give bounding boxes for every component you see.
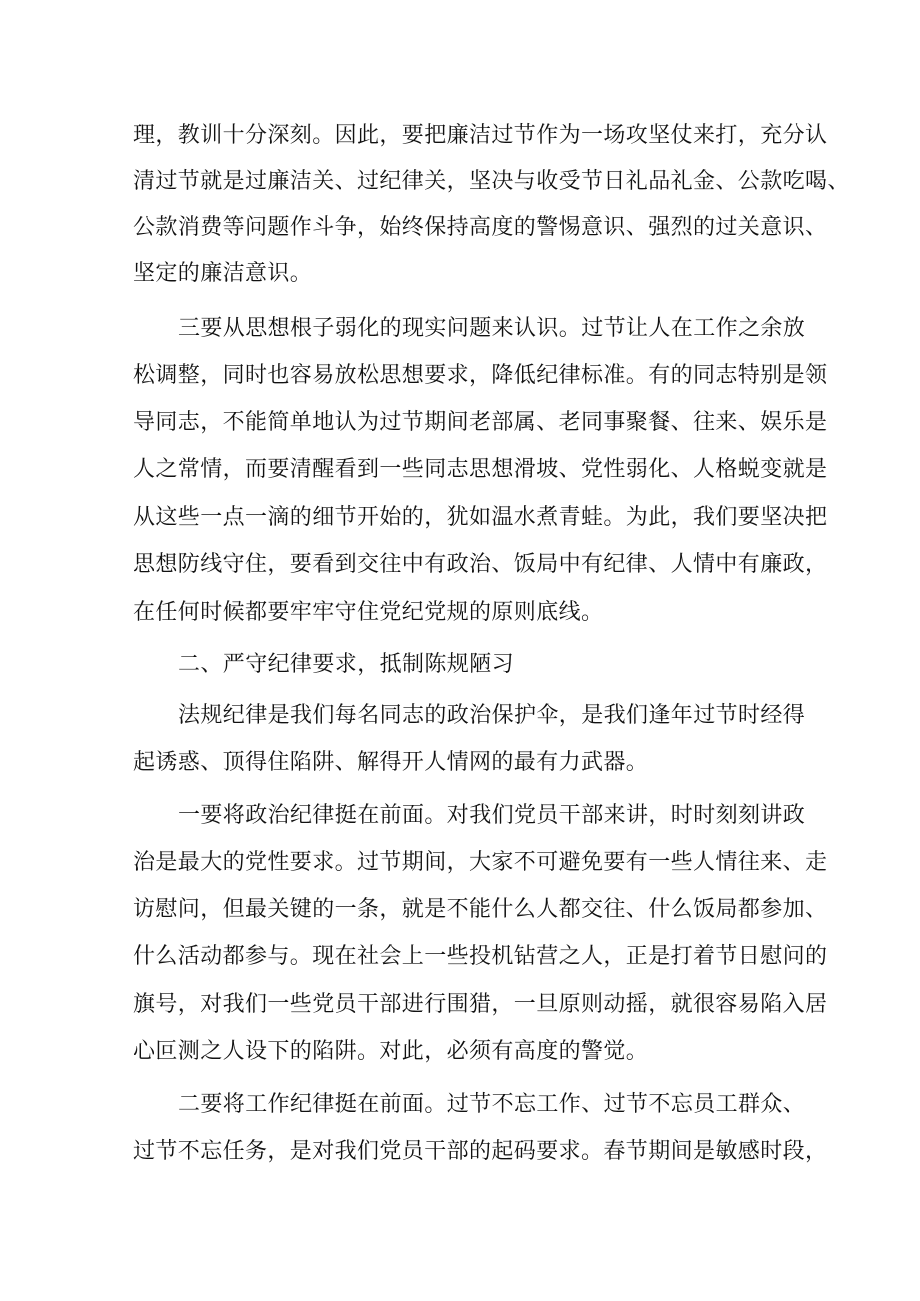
paragraph-first-line: 二要将工作纪律挺在前面。过节不忘工作、过节不忘员工群众、 [178,1092,806,1117]
text-line: 访慰问，但最关键的一条，就是不能什么人都交往、什么饭局都参加、 [133,897,828,922]
text-line: 心叵测之人设下的陷阱。对此，必须有高度的警觉。 [133,1039,649,1064]
text-line: 旗号，对我们一些党员干部进行围猎，一旦原则动摇，就很容易陷入居 [133,992,828,1017]
text-line: 坚定的廉洁意识。 [133,261,313,286]
paragraph-first-line: 三要从思想根子弱化的现实问题来认识。过节让人在工作之余放 [178,316,806,341]
paragraph-first-line: 法规纪律是我们每名同志的政治保护伞，是我们逢年过节时经得 [178,703,806,728]
text-line: 治是最大的党性要求。过节期间，大家不可避免要有一些人情往来、走 [133,850,828,875]
text-line: 公款消费等问题作斗争，始终保持高度的警惕意识、强烈的过关意识、 [133,215,828,240]
text-line: 导同志，不能简单地认为过节期间老部属、老同事聚餐、往来、娱乐是 [133,410,828,435]
text-line: 理，教训十分深刻。因此，要把廉洁过节作为一场攻坚仗来打，充分认 [133,123,828,148]
text-line: 什么活动都参与。现在社会上一些投机钻营之人，正是打着节日慰问的 [133,944,828,969]
text-line: 过节不忘任务，是对我们党员干部的起码要求。春节期间是敏感时段， [133,1139,828,1164]
text-line: 松调整，同时也容易放松思想要求，降低纪律标准。有的同志特别是领 [133,363,828,388]
text-line: 从这些一点一滴的细节开始的，犹如温水煮青蛙。为此，我们要坚决把 [133,505,828,530]
text-line: 起诱惑、顶得住陷阱、解得开人情网的最有力武器。 [133,750,649,775]
text-line: 清过节就是过廉洁关、过纪律关，坚决与收受节日礼品礼金、公款吃喝、 [133,169,850,194]
text-line: 人之常情，而要清醒看到一些同志思想滑坡、党性弱化、人格蜕变就是 [133,457,828,482]
paragraph-first-line: 一要将政治纪律挺在前面。对我们党员干部来讲，时时刻刻讲政 [178,803,806,828]
text-line: 在任何时候都要牢牢守住党纪党规的原则底线。 [133,600,604,625]
text-line: 思想防线守住，要看到交往中有政治、饭局中有纪律、人情中有廉政， [133,552,828,577]
section-heading: 二、严守纪律要求，抵制陈规陋习 [178,652,515,677]
